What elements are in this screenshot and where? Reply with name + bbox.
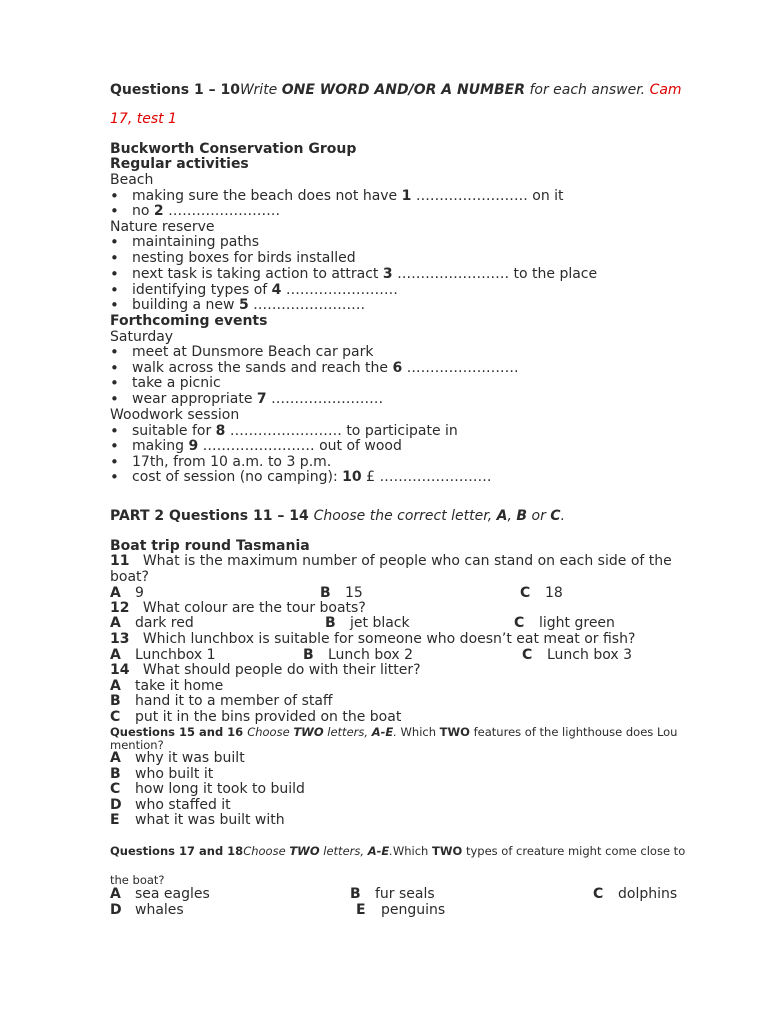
woodwork-label: Woodwork session [110, 407, 240, 423]
list-item: • take a picnic [110, 375, 221, 391]
source-label-2: 17, test 1 [110, 111, 177, 127]
option-d: D who staffed it [110, 797, 231, 813]
list-item: • next task is taking action to attract 3 …………………… to the place [110, 266, 597, 282]
part1-heading-rest: for each answer. [525, 82, 650, 98]
option-a: A Lunchbox 1 [110, 647, 216, 663]
part2-heading: PART 2 Questions 11 – 14 Choose the correct letter, A, B or C. [110, 508, 566, 524]
option-a: A 9 [110, 585, 144, 601]
list-item: • meet at Dunsmore Beach car park [110, 344, 374, 360]
list-item: • 17th, from 10 a.m. to 3 p.m. [110, 454, 331, 470]
question-11: 11 What is the maximum number of people who can stand on each side of the [110, 553, 672, 569]
question-12: 12 What colour are the tour boats? [110, 600, 366, 616]
option-b: B hand it to a member of staff [110, 693, 333, 709]
list-item: • no 2 …………………… [110, 203, 280, 219]
option-d: D whales [110, 902, 184, 918]
option-b: B fur seals [350, 886, 435, 902]
question-13: 13 Which lunchbox is suitable for someone who doesn’t eat meat or fish? [110, 631, 636, 647]
questions-15-16-cont: mention? [110, 738, 164, 752]
list-item: • cost of session (no camping): 10 £ …………………… [110, 469, 491, 485]
questions-17-18-cont: the boat? [110, 873, 165, 887]
part1-heading [110, 82, 682, 98]
boat-trip-title: Boat trip round Tasmania [110, 538, 310, 554]
questions-15-16-heading: Questions 15 and 16 Choose TWO letters, A-E. Which TWO features of the lighthouse does Lou [110, 725, 678, 739]
option-c: C light green [514, 615, 615, 631]
forthcoming-events-title: Forthcoming events [110, 313, 268, 329]
option-b: B 15 [320, 585, 363, 601]
list-item: • building a new 5 …………………… [110, 297, 365, 313]
option-b: B who built it [110, 766, 214, 782]
option-a: A sea eagles [110, 886, 210, 902]
question-14: 14 What should people do with their litter? [110, 662, 421, 678]
list-item: • identifying types of 4 …………………… [110, 282, 398, 298]
option-a: A take it home [110, 678, 224, 694]
option-e: E what it was built with [110, 812, 285, 828]
part1-heading-emph: ONE WORD AND/OR A NUMBER [281, 82, 526, 98]
option-b: B jet black [325, 615, 410, 631]
saturday-label: Saturday [110, 329, 174, 345]
list-item: • wear appropriate 7 …………………… [110, 391, 383, 407]
option-e: E penguins [356, 902, 446, 918]
option-c: C how long it took to build [110, 781, 305, 797]
option-c: C dolphins [593, 886, 678, 902]
regular-activities-title: Regular activities [110, 156, 249, 172]
group-title: Buckworth Conservation Group [110, 141, 357, 157]
beach-label: Beach [110, 172, 154, 188]
source-label-1: Cam [649, 82, 682, 98]
option-a: A why it was built [110, 750, 245, 766]
option-b: B Lunch box 2 [303, 647, 413, 663]
list-item: • suitable for 8 …………………… to participate in [110, 423, 458, 439]
list-item: • making sure the beach does not have 1 …………………… on it [110, 188, 564, 204]
question-11-cont: boat? [110, 569, 149, 585]
option-c: C Lunch box 3 [522, 647, 632, 663]
option-a: A dark red [110, 615, 194, 631]
list-item: • walk across the sands and reach the 6 …………………… [110, 360, 519, 376]
option-c: C put it in the bins provided on the boat [110, 709, 402, 725]
option-c: C 18 [520, 585, 563, 601]
list-item: • nesting boxes for birds installed [110, 250, 356, 266]
list-item: • making 9 …………………… out of wood [110, 438, 402, 454]
questions-17-18-heading: Questions 17 and 18Choose TWO letters, A-E.Which TWO types of creature might come close to [110, 844, 686, 858]
part1-heading-bold: Questions 1 – 10 [110, 82, 240, 98]
part1-heading-write: Write [239, 82, 282, 98]
list-item: • maintaining paths [110, 234, 259, 250]
nature-reserve-label: Nature reserve [110, 219, 215, 235]
